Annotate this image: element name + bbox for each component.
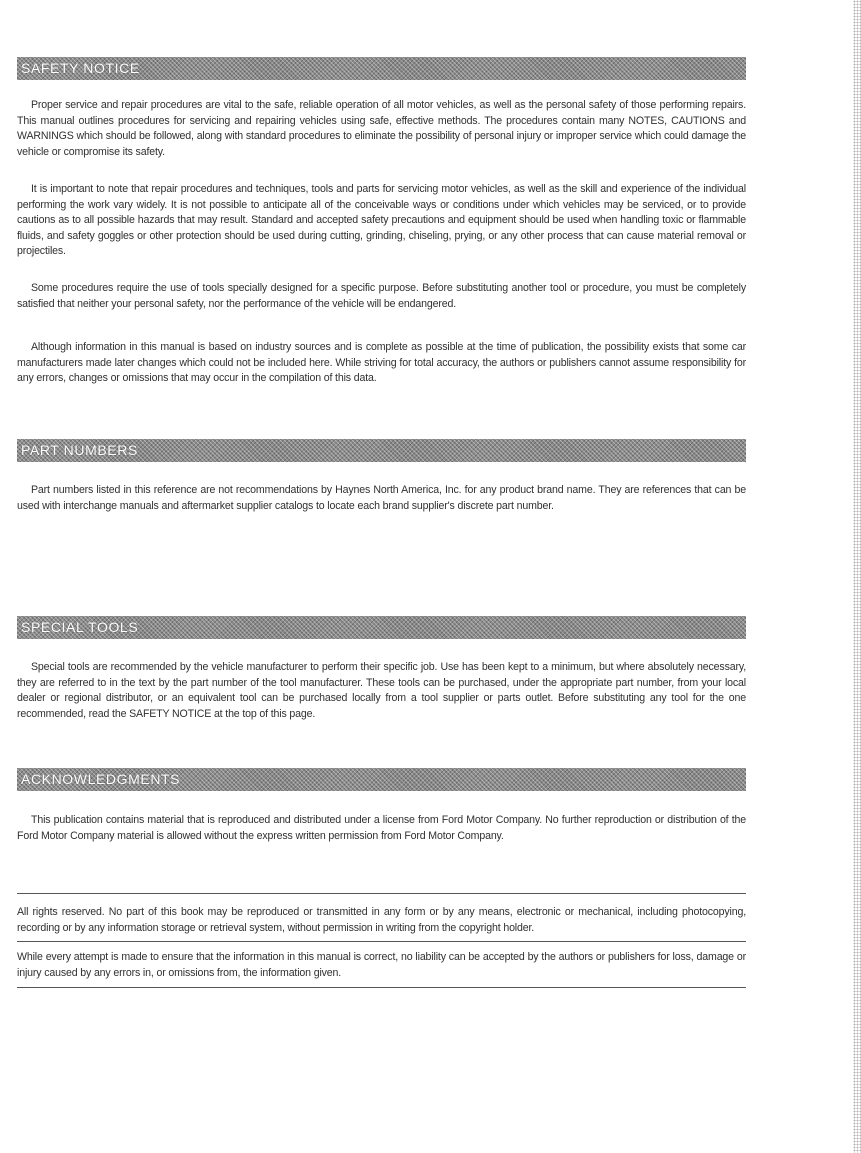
copyright-notice: All rights reserved. No part of this book may be reproduced or transmitted in any form or by any means, electronic or mechanical, including photocopying, recording or by any information storage or retrieval system, without permission in writing from the copyright holder. bbox=[17, 906, 746, 934]
section-header-special-tools bbox=[17, 616, 746, 639]
section-title: SAFETY NOTICE bbox=[21, 60, 140, 76]
special-tools-paragraph: Special tools are recommended by the vehicle manufacturer to perform their specific job. Use has been kept to a minimum, but where absolutely necessary, they are referred to in the text by the part number of the tool manufacturer. These tools can be purchased, under the appropriate part number, from your local dealer or regional distributor, or an equivalent tool can be purchased locally from a tool supplier or parts outlet. Before substituting any tool for the one recommended, read the SAFETY NOTICE at the top of this page. bbox=[17, 661, 746, 720]
footer-rule-middle bbox=[17, 941, 746, 942]
part-numbers-paragraph: Part numbers listed in this reference are not recommendations by Haynes North America, Inc. for any product brand name. They are references that can be used with interchange manuals and aftermarket supplier catalogs to locate each brand supplier's discrete part number. bbox=[17, 484, 746, 512]
safety-notice-paragraph-3: Some procedures require the use of tools specially designed for a specific purpose. Before substituting another tool or procedure, you must be completely satisfied that neither your personal safety, nor the performance of the vehicle will be endangered. bbox=[17, 282, 746, 310]
liability-disclaimer: While every attempt is made to ensure that the information in this manual is correct, no liability can be accepted by the authors or publishers for loss, damage or injury caused by any errors in, or omissions from, the information given. bbox=[17, 951, 746, 979]
safety-notice-paragraph-2: It is important to note that repair procedures and techniques, tools and parts for servicing motor vehicles, as well as the skill and experience of the individual performing the work vary widely. It is not possible to anticipate all of the conceivable ways or conditions under which vehicles may be serviced, or to provide cautions as to all possible hazards that may result. Standard and accepted safety precautions and equipment should be used when handling toxic or flammable fluids, and safety goggles or other protection should be used during cutting, grinding, chiseling, prying, or any other process that can cause material removal or projectiles. bbox=[17, 183, 746, 258]
section-header-acknowledgments bbox=[17, 768, 746, 791]
scan-edge-shadow bbox=[853, 0, 861, 1153]
section-title: PART NUMBERS bbox=[21, 442, 138, 458]
footer-rule-bottom bbox=[17, 987, 746, 988]
acknowledgments-paragraph: This publication contains material that is reproduced and distributed under a license from Ford Motor Company. No further reproduction or distribution of the Ford Motor Company material is allowed without the express written permission from Ford Motor Company. bbox=[17, 814, 746, 842]
footer-rule-top bbox=[17, 893, 746, 894]
section-title: ACKNOWLEDGMENTS bbox=[21, 771, 181, 787]
section-header-safety-notice bbox=[17, 57, 746, 80]
section-title: SPECIAL TOOLS bbox=[21, 619, 139, 635]
section-header-part-numbers bbox=[17, 439, 746, 462]
safety-notice-paragraph-4: Although information in this manual is based on industry sources and is complete as possible at the time of publication, the possibility exists that some car manufacturers made later changes which could not be included here. While striving for total accuracy, the authors or publishers cannot assume responsibility for any errors, changes or omissions that may occur in the compilation of this data. bbox=[17, 341, 746, 385]
safety-notice-paragraph-1: Proper service and repair procedures are vital to the safe, reliable operation of all motor vehicles, as well as the personal safety of those performing repairs. This manual outlines procedures for servicing and repairing vehicles using safe, effective methods. The procedures contain many NOTES, CAUTIONS and WARNINGS which should be followed, along with standard procedures to eliminate the possibility of personal injury or improper service which could damage the vehicle or compromise its safety. bbox=[17, 99, 746, 158]
